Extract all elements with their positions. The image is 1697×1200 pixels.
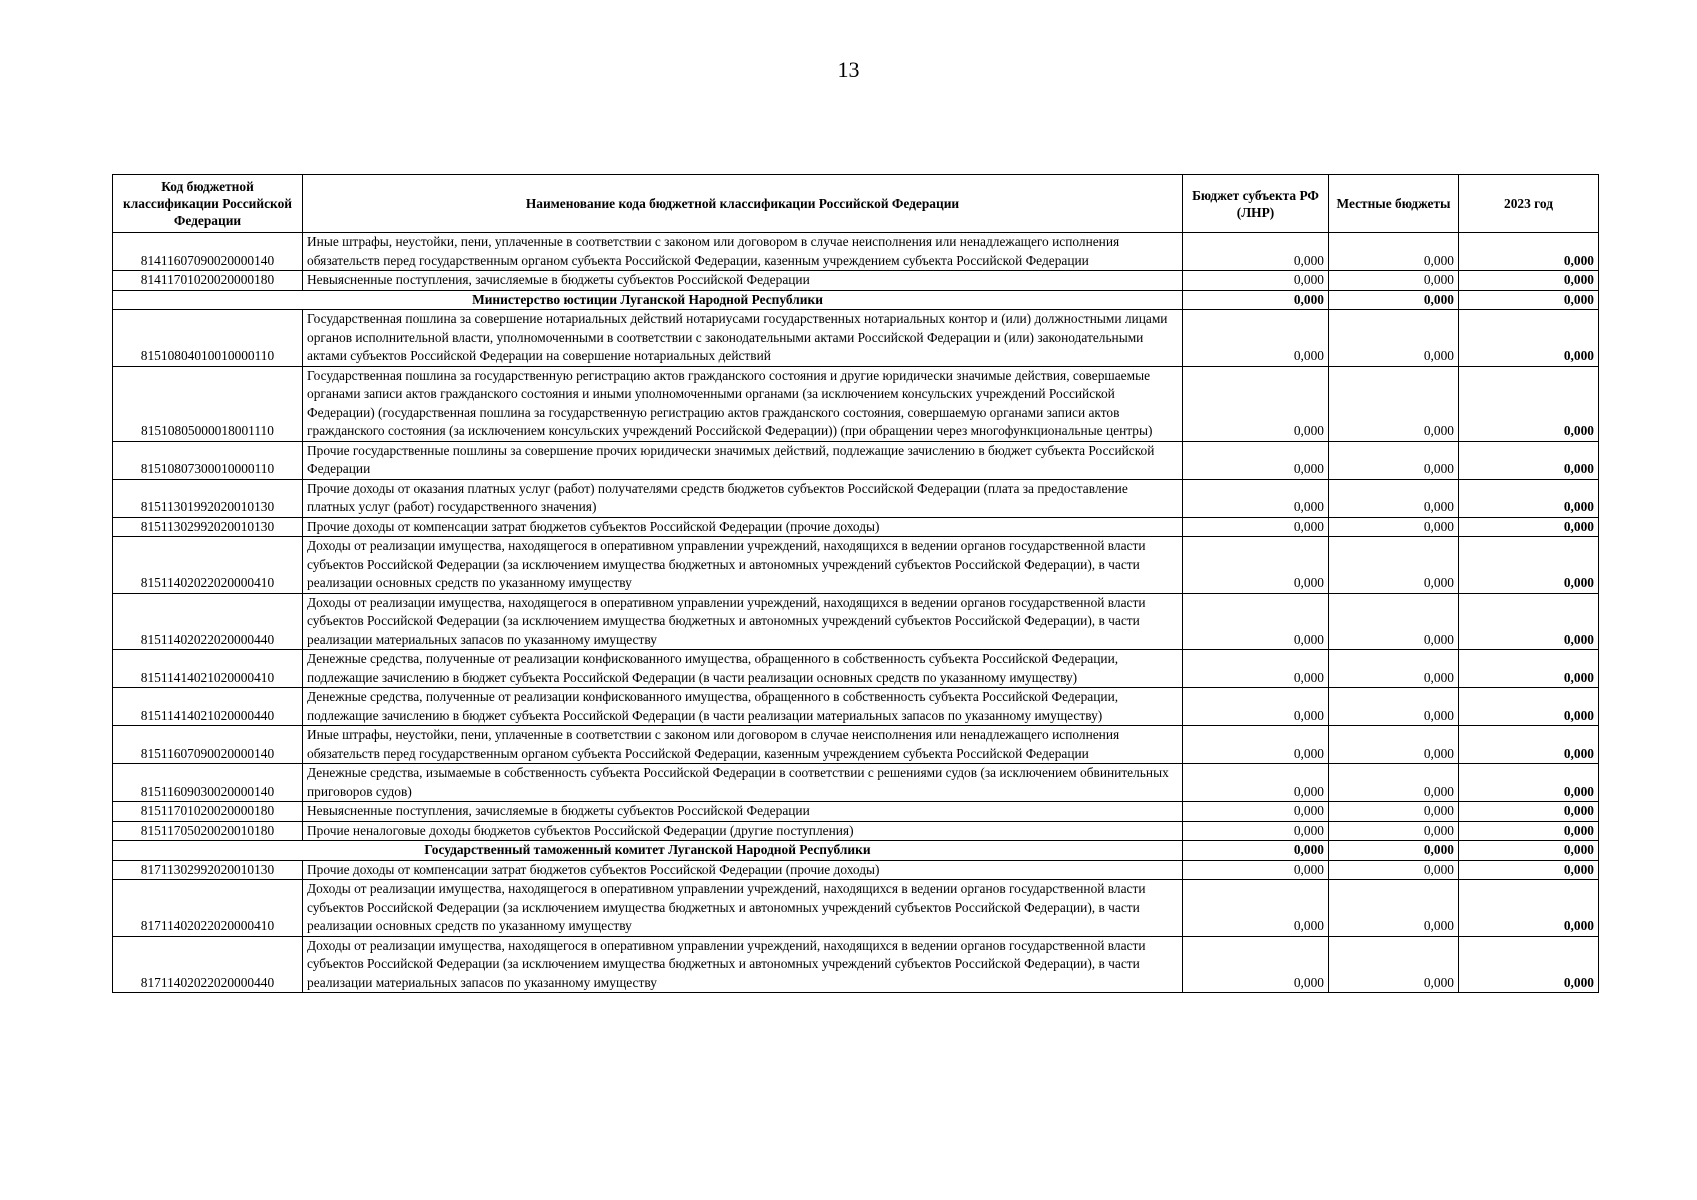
page-number: 13 [837, 57, 860, 82]
row-budget-subject: 0,000 [1183, 271, 1329, 291]
table-row [113, 821, 1599, 841]
row-local-budgets: 0,000 [1329, 310, 1459, 367]
row-budget-subject: 0,000 [1183, 366, 1329, 441]
row-name: Прочие неналоговые доходы бюджетов субъектов Российской Федерации (другие поступления) [303, 821, 1183, 841]
row-local-budgets: 0,000 [1329, 271, 1459, 291]
row-code: 81511609030020000140 [113, 764, 303, 802]
row-code: 81511701020020000180 [113, 802, 303, 822]
row-year-total: 0,000 [1459, 366, 1599, 441]
row-name: Доходы от реализации имущества, находящегося в оперативном управлении учреждений, находящихся в ведении органов государственной власти субъектов Российской Федерации (за исключением имущества бюджетных и автономных учреждений субъектов Российской Федерации), в части реализации материальных запасов по указанному имуществу [303, 936, 1183, 993]
table-row [113, 271, 1599, 291]
table-row [113, 802, 1599, 822]
table-row [113, 517, 1599, 537]
row-budget-subject: 0,000 [1183, 726, 1329, 764]
row-name: Государственная пошлина за совершение нотариальных действий нотариусами государственных нотариальных контор и (или) должностными лицами органов исполнительной власти, уполномоченными в соответствии с законодательными актами Российской Федерации и (или) законодательными актами субъектов Российской Федерации на совершение нотариальных действий [303, 310, 1183, 367]
row-year-total: 0,000 [1459, 650, 1599, 688]
row-year-total: 0,000 [1459, 860, 1599, 880]
row-code: 81510804010010000110 [113, 310, 303, 367]
row-name: Государственная пошлина за государственную регистрацию актов гражданского состояния и другие юридически значимые действия, совершаемые органами записи актов гражданского состояния и иными уполномоченными органами (за исключением консульских учреждений Российской Федерации) (государственная пошлина за государственную регистрацию актов гражданского состояния, совершаемую органами записи актов гражданского состояния (за исключением консульских учреждений Российской Федерации)) (при обращении через многофункциональные центры) [303, 366, 1183, 441]
row-budget-subject: 0,000 [1183, 841, 1329, 861]
row-local-budgets: 0,000 [1329, 290, 1459, 310]
row-name: Денежные средства, полученные от реализации конфискованного имущества, обращенного в собственность субъекта Российской Федерации, подлежащие зачислению в бюджет субъекта Российской Федерации (в части реализации материальных запасов по указанному имуществу) [303, 688, 1183, 726]
table-row [113, 880, 1599, 937]
row-code: 81511302992020010130 [113, 517, 303, 537]
row-local-budgets: 0,000 [1329, 860, 1459, 880]
row-code: 81511414021020000410 [113, 650, 303, 688]
row-year-total: 0,000 [1459, 271, 1599, 291]
row-code: 81411701020020000180 [113, 271, 303, 291]
section-title: Министерство юстиции Луганской Народной Республики [113, 290, 1183, 310]
table-row [113, 650, 1599, 688]
row-budget-subject: 0,000 [1183, 764, 1329, 802]
row-local-budgets: 0,000 [1329, 650, 1459, 688]
table-row [113, 479, 1599, 517]
row-local-budgets: 0,000 [1329, 366, 1459, 441]
row-budget-subject: 0,000 [1183, 310, 1329, 367]
row-budget-subject: 0,000 [1183, 441, 1329, 479]
header-name: Наименование кода бюджетной классификации Российской Федерации [303, 175, 1183, 233]
row-year-total: 0,000 [1459, 764, 1599, 802]
row-code: 81411607090020000140 [113, 233, 303, 271]
row-name: Доходы от реализации имущества, находящегося в оперативном управлении учреждений, находящихся в ведении органов государственной власти субъектов Российской Федерации (за исключением имущества бюджетных и автономных учреждений субъектов Российской Федерации), в части реализации материальных запасов по указанному имуществу [303, 593, 1183, 650]
row-code: 81711402022020000440 [113, 936, 303, 993]
table-row [113, 233, 1599, 271]
row-local-budgets: 0,000 [1329, 233, 1459, 271]
table-row [113, 726, 1599, 764]
table-row [113, 366, 1599, 441]
row-code: 81511301992020010130 [113, 479, 303, 517]
row-budget-subject: 0,000 [1183, 688, 1329, 726]
header-year: 2023 год [1459, 175, 1599, 233]
row-budget-subject: 0,000 [1183, 233, 1329, 271]
section-row [113, 290, 1599, 310]
row-code: 81511402022020000440 [113, 593, 303, 650]
row-name: Денежные средства, изымаемые в собственность субъекта Российской Федерации в соответствии с решениями судов (за исключением обвинительных приговоров судов) [303, 764, 1183, 802]
budget-table [112, 174, 1599, 993]
table-row [113, 310, 1599, 367]
header-budget-subject: Бюджет субъекта РФ (ЛНР) [1183, 175, 1329, 233]
row-local-budgets: 0,000 [1329, 517, 1459, 537]
row-budget-subject: 0,000 [1183, 860, 1329, 880]
row-budget-subject: 0,000 [1183, 479, 1329, 517]
table-row [113, 860, 1599, 880]
row-name: Прочие доходы от компенсации затрат бюджетов субъектов Российской Федерации (прочие доходы) [303, 517, 1183, 537]
row-year-total: 0,000 [1459, 726, 1599, 764]
row-name: Доходы от реализации имущества, находящегося в оперативном управлении учреждений, находящихся в ведении органов государственной власти субъектов Российской Федерации (за исключением имущества бюджетных и автономных учреждений субъектов Российской Федерации), в части реализации основных средств по указанному имуществу [303, 537, 1183, 594]
row-local-budgets: 0,000 [1329, 802, 1459, 822]
row-year-total: 0,000 [1459, 593, 1599, 650]
row-local-budgets: 0,000 [1329, 537, 1459, 594]
row-local-budgets: 0,000 [1329, 841, 1459, 861]
row-local-budgets: 0,000 [1329, 880, 1459, 937]
row-local-budgets: 0,000 [1329, 688, 1459, 726]
table-row [113, 688, 1599, 726]
row-budget-subject: 0,000 [1183, 936, 1329, 993]
row-local-budgets: 0,000 [1329, 479, 1459, 517]
table-row [113, 441, 1599, 479]
row-name: Прочие доходы от оказания платных услуг (работ) получателями средств бюджетов субъектов Российской Федерации (плата за предоставление платных услуг (работ) государственного значения) [303, 479, 1183, 517]
row-local-budgets: 0,000 [1329, 441, 1459, 479]
header-local-budgets: Местные бюджеты [1329, 175, 1459, 233]
row-code: 81511705020020010180 [113, 821, 303, 841]
row-budget-subject: 0,000 [1183, 537, 1329, 594]
row-year-total: 0,000 [1459, 841, 1599, 861]
row-name: Невыясненные поступления, зачисляемые в бюджеты субъектов Российской Федерации [303, 271, 1183, 291]
row-local-budgets: 0,000 [1329, 764, 1459, 802]
row-code: 81511414021020000440 [113, 688, 303, 726]
row-budget-subject: 0,000 [1183, 802, 1329, 822]
row-year-total: 0,000 [1459, 517, 1599, 537]
header-code: Код бюджетной классификации Российской Федерации [113, 175, 303, 233]
row-year-total: 0,000 [1459, 233, 1599, 271]
row-code: 81511402022020000410 [113, 537, 303, 594]
row-budget-subject: 0,000 [1183, 517, 1329, 537]
row-local-budgets: 0,000 [1329, 726, 1459, 764]
row-year-total: 0,000 [1459, 290, 1599, 310]
row-year-total: 0,000 [1459, 479, 1599, 517]
row-code: 81511607090020000140 [113, 726, 303, 764]
row-year-total: 0,000 [1459, 802, 1599, 822]
row-name: Иные штрафы, неустойки, пени, уплаченные в соответствии с законом или договором в случае неисполнения или ненадлежащего исполнения обязательств перед государственным органом субъекта Российской Федерации, казенным учреждением субъекта Российской Федерации [303, 233, 1183, 271]
row-year-total: 0,000 [1459, 310, 1599, 367]
row-year-total: 0,000 [1459, 441, 1599, 479]
table-row [113, 764, 1599, 802]
table-row [113, 593, 1599, 650]
row-local-budgets: 0,000 [1329, 821, 1459, 841]
table-row [113, 936, 1599, 993]
row-name: Доходы от реализации имущества, находящегося в оперативном управлении учреждений, находящихся в ведении органов государственной власти субъектов Российской Федерации (за исключением имущества бюджетных и автономных учреждений субъектов Российской Федерации), в части реализации основных средств по указанному имуществу [303, 880, 1183, 937]
section-title: Государственный таможенный комитет Луганской Народной Республики [113, 841, 1183, 861]
row-local-budgets: 0,000 [1329, 936, 1459, 993]
row-budget-subject: 0,000 [1183, 821, 1329, 841]
row-year-total: 0,000 [1459, 688, 1599, 726]
row-code: 81510805000018001110 [113, 366, 303, 441]
table-row [113, 537, 1599, 594]
row-name: Прочие доходы от компенсации затрат бюджетов субъектов Российской Федерации (прочие доходы) [303, 860, 1183, 880]
table-body [113, 233, 1599, 993]
row-name: Невыясненные поступления, зачисляемые в бюджеты субъектов Российской Федерации [303, 802, 1183, 822]
section-row [113, 841, 1599, 861]
row-budget-subject: 0,000 [1183, 593, 1329, 650]
row-budget-subject: 0,000 [1183, 880, 1329, 937]
row-code: 81711302992020010130 [113, 860, 303, 880]
row-budget-subject: 0,000 [1183, 650, 1329, 688]
row-name: Денежные средства, полученные от реализации конфискованного имущества, обращенного в собственность субъекта Российской Федерации, подлежащие зачислению в бюджет субъекта Российской Федерации (в части реализации основных средств по указанному имуществу) [303, 650, 1183, 688]
row-name: Иные штрафы, неустойки, пени, уплаченные в соответствии с законом или договором в случае неисполнения или ненадлежащего исполнения обязательств перед государственным органом субъекта Российской Федерации, казенным учреждением субъекта Российской Федерации [303, 726, 1183, 764]
row-name: Прочие государственные пошлины за совершение прочих юридически значимых действий, подлежащие зачислению в бюджет субъекта Российской Федерации [303, 441, 1183, 479]
row-year-total: 0,000 [1459, 821, 1599, 841]
row-year-total: 0,000 [1459, 936, 1599, 993]
row-year-total: 0,000 [1459, 537, 1599, 594]
row-code: 81711402022020000410 [113, 880, 303, 937]
row-code: 81510807300010000110 [113, 441, 303, 479]
row-year-total: 0,000 [1459, 880, 1599, 937]
row-budget-subject: 0,000 [1183, 290, 1329, 310]
row-local-budgets: 0,000 [1329, 593, 1459, 650]
table-header [113, 175, 1599, 233]
